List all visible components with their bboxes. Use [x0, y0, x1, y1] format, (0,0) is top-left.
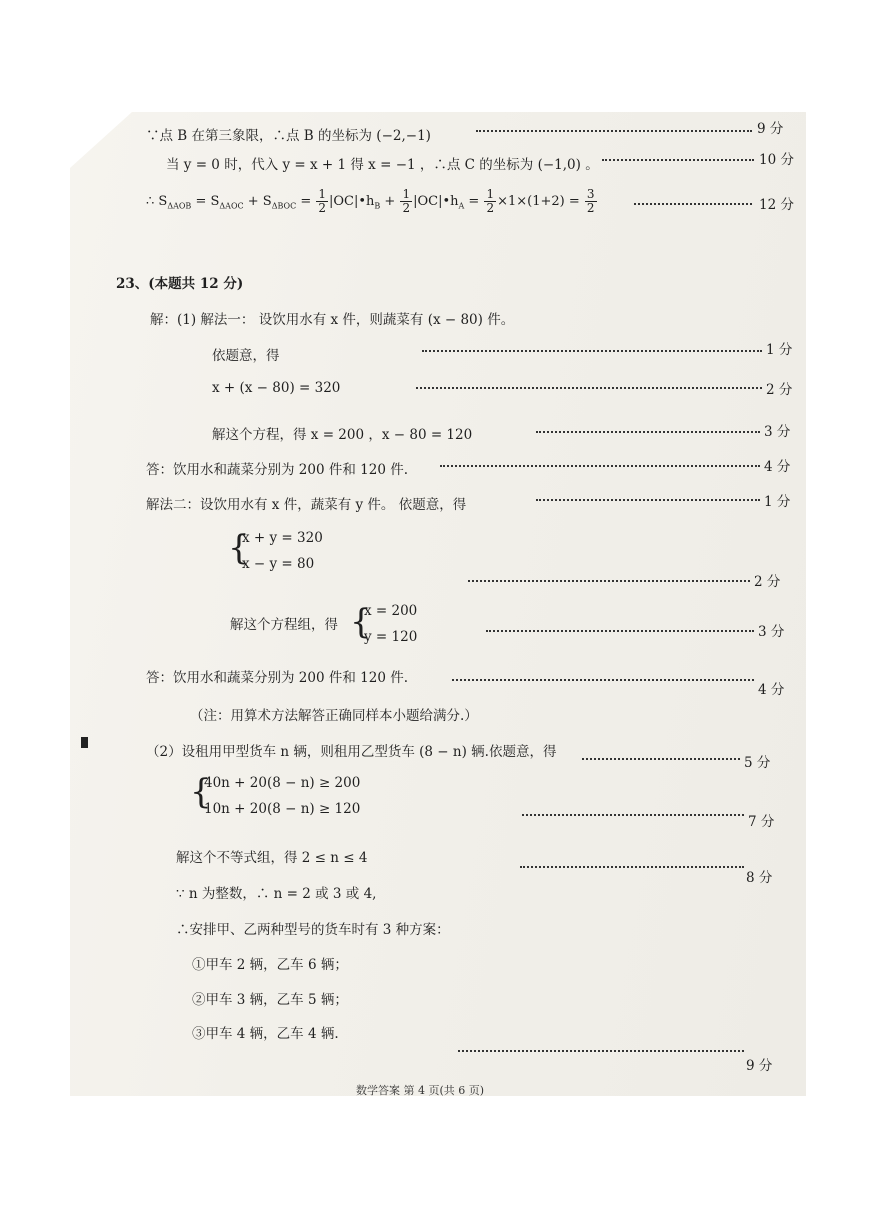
answer-line: 答：饮用水和蔬菜分别为 200 件和 120 件. — [146, 670, 408, 686]
score-mark: 9 分 — [746, 1058, 773, 1074]
score-mark: 9 分 — [757, 121, 784, 137]
leader-dots — [520, 866, 744, 868]
plan-item: ①甲车 2 辆，乙车 6 辆； — [192, 957, 348, 973]
leader-dots — [452, 679, 754, 681]
part-two-line: （2）设租用甲型货车 n 辆，则租用乙型货车 (8 − n) 辆.依题意，得 — [146, 744, 557, 760]
score-mark: 2 分 — [766, 382, 793, 398]
subscript: ΔBOC — [271, 201, 297, 211]
subscript: B — [374, 201, 381, 211]
equation: x − y = 80 — [242, 556, 315, 572]
leader-dots — [634, 203, 752, 205]
fraction — [316, 188, 328, 215]
plan-item: ③甲车 4 辆，乙车 4 辆. — [192, 1026, 339, 1042]
solution-line: 解这个不等式组，得 2 ≤ n ≤ 4 — [176, 850, 368, 866]
line-point-b: ∵点 B 在第三象限，∴点 B 的坐标为 (−2,−1) — [146, 128, 431, 144]
score-mark: 5 分 — [744, 755, 771, 771]
leader-dots — [582, 758, 740, 760]
solution-line: 解法二：设饮用水有 x 件，蔬菜有 y 件。 依题意，得 — [146, 497, 467, 513]
solution-line: ∵ n 为整数，∴ n = 2 或 3 或 4, — [176, 886, 377, 902]
leader-dots — [440, 465, 760, 467]
score-mark: 12 分 — [759, 197, 794, 213]
leader-dots — [422, 350, 762, 352]
subscript: ΔAOB — [167, 201, 192, 211]
solution-line: 解这个方程组，得 — [230, 617, 338, 633]
score-mark: 3 分 — [758, 624, 785, 640]
leader-dots — [536, 431, 760, 433]
score-mark: 2 分 — [754, 574, 781, 590]
formula-text: |OC|•h — [413, 194, 459, 209]
system-brace: { — [350, 602, 372, 642]
plan-item: ②甲车 3 辆，乙车 5 辆； — [192, 992, 348, 1008]
score-mark: 8 分 — [746, 870, 773, 886]
equation: x + y = 320 — [242, 530, 323, 546]
leader-dots — [416, 387, 762, 389]
numerator: 3 — [586, 187, 595, 201]
note-line: （注：用算术方法解答正确同样本小题给满分.） — [190, 708, 478, 724]
answer-line: 答：饮用水和蔬菜分别为 200 件和 120 件. — [146, 462, 408, 478]
leader-dots — [468, 580, 750, 582]
solution-line: 依题意，得 — [212, 348, 280, 364]
formula-text: + S — [243, 194, 272, 209]
denominator: 2 — [318, 201, 326, 215]
leader-dots — [486, 630, 754, 632]
score-mark: 3 分 — [764, 424, 791, 440]
leader-dots — [476, 130, 752, 132]
question-heading: 23、(本题共 12 分) — [116, 276, 244, 292]
score-mark: 1 分 — [766, 342, 793, 358]
line-point-c: 当 y = 0 时，代入 y = x + 1 得 x = −1 ，∴点 C 的坐标为 (−1,0) 。 — [166, 157, 599, 173]
formula-text: = — [464, 194, 484, 209]
score-mark: 7 分 — [748, 814, 775, 830]
fraction — [400, 188, 412, 215]
system-brace: { — [190, 772, 212, 812]
denominator: 2 — [586, 201, 595, 215]
leader-dots — [458, 1050, 744, 1052]
equation: x = 200 — [364, 603, 418, 619]
solution-line: ∴安排甲、乙两种型号的货车时有 3 种方案： — [176, 922, 450, 938]
score-mark: 4 分 — [758, 682, 785, 698]
page-curl — [70, 112, 132, 168]
formula-text: = — [296, 194, 316, 209]
solution-line: 解这个方程，得 x = 200 ，x − 80 = 120 — [212, 427, 473, 443]
score-mark: 10 分 — [759, 152, 794, 168]
subscript: ΔAOC — [219, 201, 244, 211]
denominator: 2 — [402, 201, 411, 215]
leader-dots — [536, 499, 760, 501]
system-brace: { — [228, 528, 250, 568]
formula-text: = S — [191, 194, 220, 209]
numerator: 1 — [486, 187, 495, 201]
solution-line: 解：(1) 解法一： 设饮用水有 x 件，则蔬菜有 (x − 80) 件。 — [150, 312, 515, 328]
answer-sheet — [70, 112, 806, 1096]
numerator: 1 — [318, 187, 326, 201]
formula-text: + — [380, 194, 400, 209]
formula-text: ×1×(1+2) = — [497, 194, 584, 209]
fraction — [484, 188, 496, 215]
score-mark: 4 分 — [764, 459, 791, 475]
area-formula — [146, 188, 598, 215]
score-mark: 1 分 — [764, 494, 791, 510]
formula-text: |OC|•h — [329, 194, 375, 209]
margin-mark — [81, 737, 88, 748]
leader-dots — [522, 814, 744, 816]
inequality: 40n + 20(8 − n) ≥ 200 — [204, 775, 361, 791]
formula-text: ∴ S — [146, 194, 168, 209]
fraction — [585, 188, 597, 215]
subscript: A — [458, 201, 465, 211]
page-footer: 数学答案 第 4 页(共 6 页) — [356, 1084, 485, 1097]
equation: x + (x − 80) = 320 — [212, 380, 341, 396]
equation: y = 120 — [364, 629, 418, 645]
denominator: 2 — [486, 201, 495, 215]
leader-dots — [602, 159, 754, 161]
numerator: 1 — [402, 187, 411, 201]
inequality: 10n + 20(8 − n) ≥ 120 — [204, 801, 361, 817]
